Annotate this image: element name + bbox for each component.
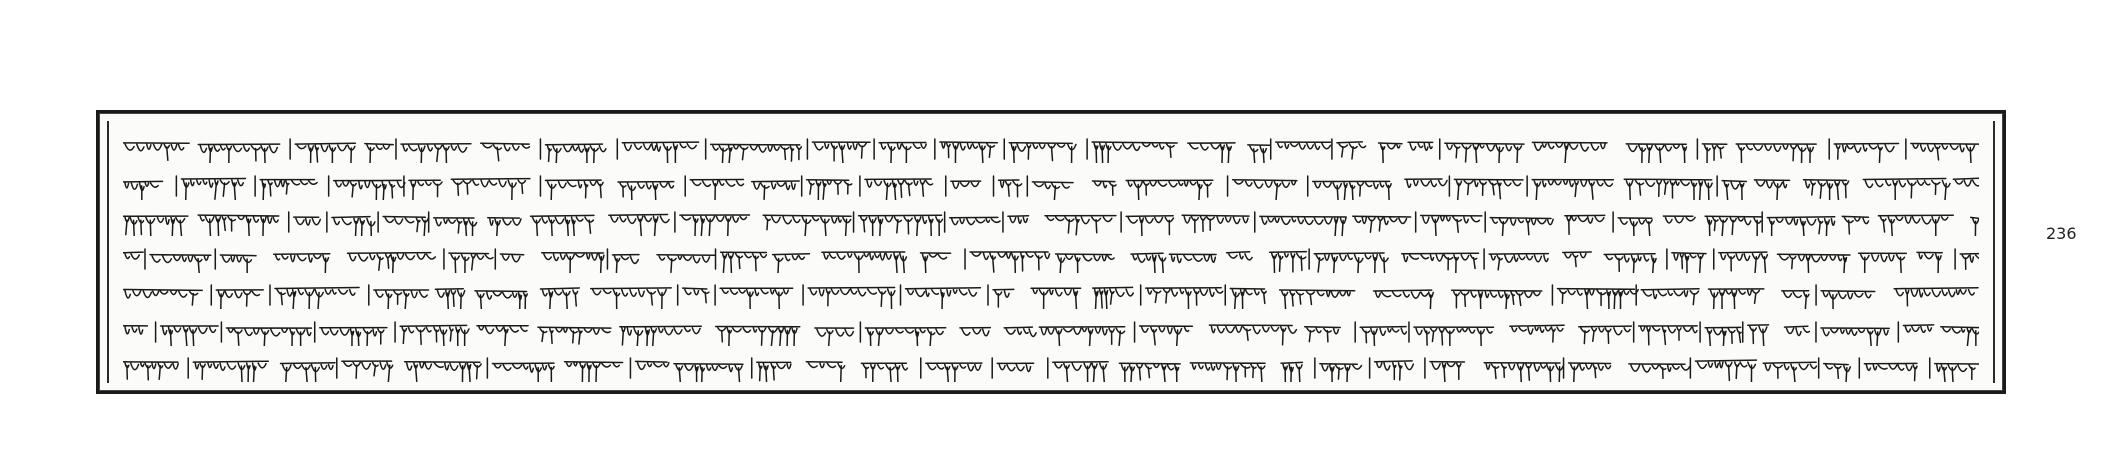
handwritten-script-glyphs	[123, 245, 1979, 273]
script-line	[123, 281, 1979, 309]
page-number: 236	[2046, 224, 2077, 243]
script-strokes	[123, 249, 1979, 273]
script-strokes	[123, 176, 1979, 200]
handwritten-script-glyphs	[123, 318, 1979, 346]
handwritten-script-glyphs	[123, 172, 1979, 200]
script-line	[123, 354, 1979, 382]
handwritten-script-glyphs	[123, 135, 1979, 163]
handwritten-script-glyphs	[123, 208, 1979, 236]
text-frame	[107, 121, 1995, 383]
handwritten-script-glyphs	[123, 281, 1979, 309]
tibetan-text-block	[123, 127, 1979, 377]
script-line	[123, 245, 1979, 273]
script-line	[123, 172, 1979, 200]
script-strokes	[123, 212, 1979, 236]
script-strokes	[123, 358, 1979, 382]
script-strokes	[123, 139, 1979, 163]
script-line	[123, 318, 1979, 346]
script-line	[123, 135, 1979, 163]
script-strokes	[123, 285, 1978, 309]
handwritten-script-glyphs	[123, 354, 1979, 382]
script-strokes	[123, 322, 1979, 346]
script-line	[123, 208, 1979, 236]
manuscript-folio	[96, 110, 2006, 394]
